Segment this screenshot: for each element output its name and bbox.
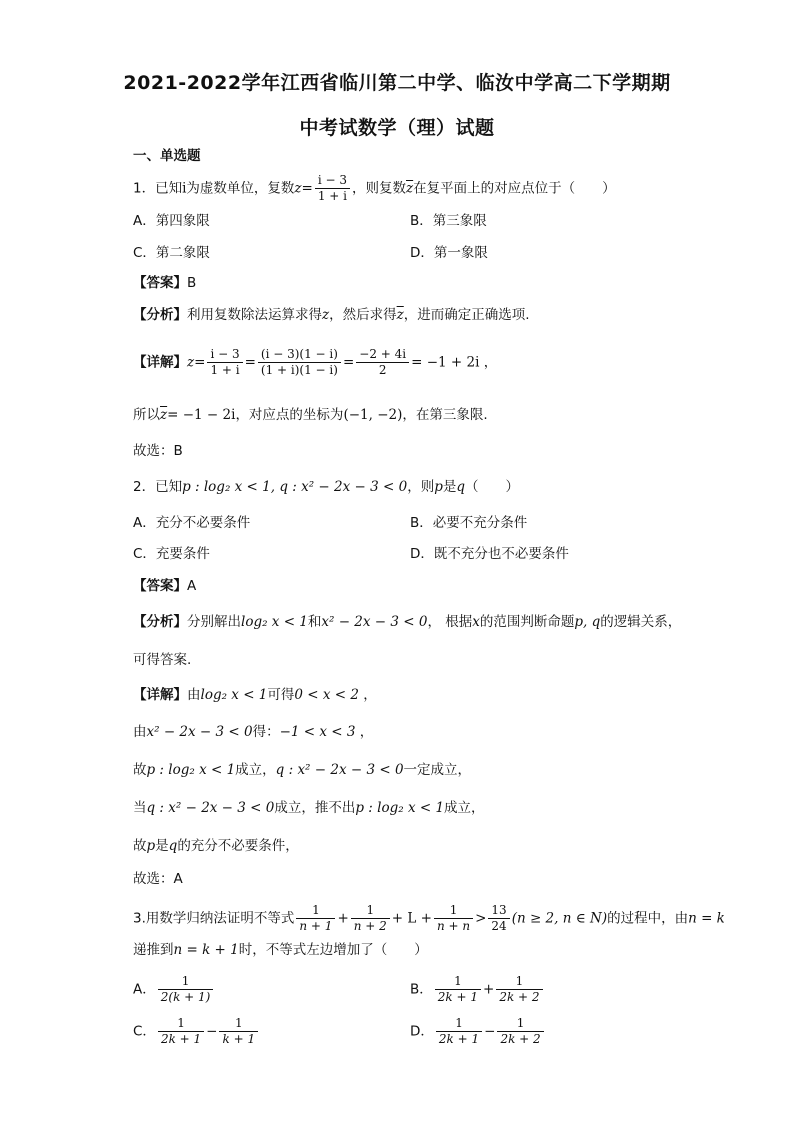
q3-option-c: C． $\frac{1}{2k + 1}$ − $\frac{1}{k + 1}$ — [133, 1016, 260, 1047]
q2-choose: 故选：A — [133, 871, 183, 887]
q2-detail-5: 故p是q的充分不必要条件， — [133, 838, 299, 854]
q2-answer: 【答案】A — [133, 578, 197, 594]
q2-detail-1: 【详解】由log₂ x < 1可得0 < x < 2 ， — [133, 687, 377, 703]
q3-stem: 3.用数学归纳法证明不等式 $\frac{1}{n + 1}$ + $\frac{1}{n + 2}$ + L + $\frac{1}{n + n}$ > $\frac{13}{24}$ (n ≥ 2, n ∈ N)的过程中，由n = k — [133, 903, 725, 933]
q1-analysis: 【分析】利用复数除法运算求得z，然后求得$\overline{z}$，进而确定正确选项. — [133, 307, 530, 323]
q2-option-a: A．充分不必要条件 — [133, 515, 251, 531]
q1-option-d: D．第一象限 — [410, 245, 488, 261]
title-line-1: 2021-2022学年江西省临川第二中学、临汝中学高二下学期期 — [123, 72, 671, 94]
q1-conclusion: 所以$\overline{z}= -1 - 2i$，对应点的坐标为(−1, −2)，在第三象限. — [133, 407, 488, 423]
q2-detail-2: 由x² − 2x − 3 < 0得：−1 < x < 3 ， — [133, 724, 374, 740]
q2-option-b: B．必要不充分条件 — [410, 515, 528, 531]
q2-detail-4: 当q : x² − 2x − 3 < 0成立，推不出p : log₂ x < 1成立， — [133, 800, 485, 816]
q3-option-b: B． $\frac{1}{2k + 1}$ + $\frac{1}{2k + 2}$ — [410, 974, 545, 1005]
q1-choose: 故选：B — [133, 443, 183, 459]
q2-option-d: D．既不充分也不必要条件 — [410, 546, 569, 562]
q2-stem: 2．已知p : log₂ x < 1, q : x² − 2x − 3 < 0，则p是q（ ） — [133, 479, 520, 495]
q3-option-d: D． $\frac{1}{2k + 1}$ − $\frac{1}{2k + 2}$ — [410, 1016, 546, 1047]
q1-option-b: B．第三象限 — [410, 213, 487, 229]
q2-analysis: 【分析】分别解出log₂ x < 1和x² − 2x − 3 < 0， 根据x的范围判断命题p, q的逻辑关系， — [133, 614, 682, 630]
section-heading: 一、单选题 — [133, 148, 201, 164]
q2-detail-3: 故p : log₂ x < 1成立，q : x² − 2x − 3 < 0一定成立， — [133, 762, 472, 778]
q1-detail: 【详解】z= $\frac{i - 3}{1 + i}$ = $\frac{(i - 3)(1 - i)}{(1 + i)(1 - i)}$ = $\frac{-2 + 4i}{2}$ = −1 + 2i ， — [133, 347, 498, 377]
q1-option-a: A．第四象限 — [133, 213, 210, 229]
q3-stem-cont: 递推到n = k + 1时，不等式左边增加了（ ） — [133, 942, 428, 958]
q1-answer: 【答案】B — [133, 275, 197, 291]
title-line-2: 中考试数学（理）试题 — [299, 117, 495, 139]
q2-analysis-cont: 可得答案. — [133, 652, 192, 668]
q1-fraction: $\frac{i - 3}{1 + i}$ — [315, 173, 350, 204]
q3-option-a: A． $\frac{1}{2(k + 1)}$ — [133, 974, 215, 1005]
q1-stem: 1．已知i为虚数单位，复数z= $\frac{i - 3}{1 + i}$ ，则复数$\overline{z}$在复平面上的对应点位于（ ） — [133, 173, 616, 203]
q1-option-c: C．第二象限 — [133, 245, 210, 261]
q2-option-c: C．充要条件 — [133, 546, 210, 562]
